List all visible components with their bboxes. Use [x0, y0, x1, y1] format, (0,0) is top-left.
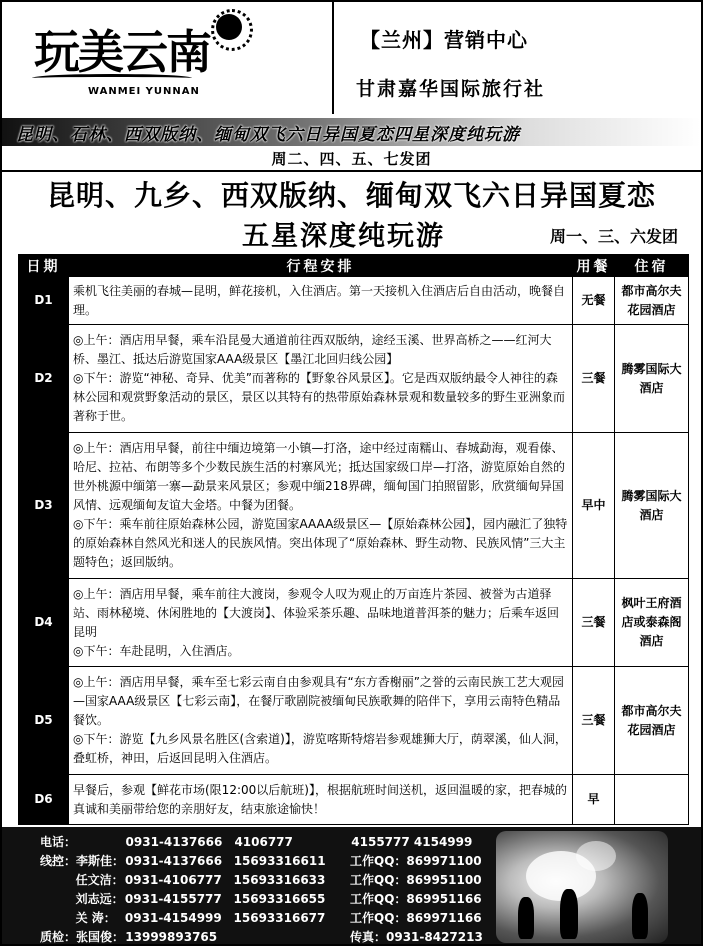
- contact-label: [40, 890, 74, 909]
- contact-mobile: [234, 928, 350, 946]
- table-row: [19, 667, 689, 775]
- header-day: 日期: [19, 255, 69, 277]
- person-figure: [632, 893, 648, 939]
- contact-row: [40, 909, 480, 928]
- main-departure: 周一、三、六发团: [550, 227, 679, 246]
- header-hotel: 住宿: [615, 255, 689, 277]
- contact-name: 任文洁：: [75, 873, 124, 887]
- table-row: [19, 277, 689, 325]
- contact-list: [40, 833, 483, 946]
- contact-label: [40, 871, 74, 890]
- schedule-line: ◎下午：乘车前往原始森林公园，游览国家AAAA级景区—【原始森林公园】，园内融汇了独特的原始森林自然风光和迷人的民族风情。突出体现了“原始森林、野生动物、民族风情”三大主题特色；返回版纳。: [73, 517, 568, 569]
- contact-name: 关 涛：: [75, 911, 116, 925]
- contact-extra: 4155777 4154999: [351, 835, 473, 849]
- schedule-cell: [69, 325, 573, 433]
- contact-mobile: 15693316633: [233, 873, 326, 887]
- logo-text: 玩美云南: [34, 25, 210, 79]
- table-row: [19, 433, 689, 579]
- contact-extra: 工作QQ：869971166: [350, 911, 482, 925]
- contact-phone: 0931-4154999: [124, 911, 222, 925]
- contact-row: [40, 852, 480, 871]
- contact-name: 张国俊：: [76, 930, 125, 944]
- schedule-line: ◎上午：酒店用早餐，乘车至七彩云南自由参观具有“东方香榭丽”之誉的云南民族工艺大观园—国家AAA级景区【七彩云南】，在餐厅歌剧院被缅甸民族歌舞的陪伴下，享用云南特色精品餐饮。: [73, 675, 564, 727]
- schedule-line: ◎上午：酒店用早餐，乘车沿昆曼大通道前往西双版纳，途经玉溪、世界高桥之——红河大桥、墨江、抵达后游览国家AAA级景区【墨江北回归线公园】: [73, 333, 552, 366]
- meal-cell: 早中: [573, 433, 615, 579]
- header-schedule: 行程安排: [69, 255, 573, 277]
- table-row: [19, 579, 689, 667]
- schedule-line: ◎上午：酒店用早餐，前往中缅边境第一小镇—打洛，途中经过南糯山、春城勐海，观看傣、哈尼、拉祜、布朗等多个少数民族生活的村寨风光；抵达国家级口岸—打洛，游览原始自然的世外桃源中缅第一寨—勐景来风景区；参观中缅218界碑，缅甸国门拍照留影，欣赏缅甸异国风情、远观缅甸友谊大金塔。中餐为团餐。: [73, 441, 566, 512]
- section-divider: [2, 170, 701, 172]
- day-cell: D2: [19, 325, 69, 433]
- water-festival-photo: [496, 831, 668, 943]
- contact-phone: 0931-4137666: [125, 835, 223, 849]
- company-office: 【兰州】营销中心: [360, 28, 528, 52]
- logo-swirl: [32, 74, 192, 82]
- hotel-cell: 枫叶王府酒店或泰森阁酒店: [615, 579, 689, 667]
- contact-name: [74, 833, 126, 852]
- contact-name: 李斯佳：: [76, 854, 125, 868]
- contact-mobile: 15693316611: [233, 854, 326, 868]
- water-splash: [576, 841, 616, 871]
- main-title-line2: 五星深度纯玩游: [242, 221, 445, 252]
- meal-cell: 三餐: [573, 325, 615, 433]
- contact-phone: 0931-4137666: [125, 854, 223, 868]
- schedule-line: ◎下午：车赴昆明，入住酒店。: [73, 643, 240, 658]
- header: [2, 2, 701, 114]
- contact-row: [40, 833, 480, 852]
- day-cell: D3: [19, 433, 69, 579]
- itinerary-table: [18, 254, 689, 825]
- company-name: 甘肃嘉华国际旅行社: [356, 78, 546, 100]
- hotel-cell: [615, 775, 689, 825]
- meal-cell: 三餐: [573, 579, 615, 667]
- schedule-cell: [69, 579, 573, 667]
- schedule-line: ◎下午：游览【九乡风景名胜区(含索道)】，游览喀斯特熔岩参观雄狮大厅，荫翠溪，仙人洞，叠虹桥，神田，后返回昆明入住酒店。: [73, 732, 567, 765]
- schedule-cell: [69, 667, 573, 775]
- day-cell: D4: [19, 579, 69, 667]
- schedule-cell: [69, 775, 573, 825]
- sun-icon: [216, 14, 242, 40]
- meal-cell: 无餐: [573, 277, 615, 325]
- main-title-line1: 昆明、九乡、西双版纳、缅甸双飞六日异国夏恋: [46, 179, 656, 212]
- contact-mobile: 15693316677: [233, 911, 326, 925]
- contact-phone: 0931-4155777: [124, 892, 222, 906]
- contact-row: [40, 890, 480, 909]
- hotel-cell: 都市高尔夫花园酒店: [615, 667, 689, 775]
- schedule-line: ◎下午：游览“神秘、奇异、优美”而著称的【野象谷风景区】。它是西双版纳最令人神往的森林公园和观赏野象活动的景区，景区以其特有的热带原始森林景观和数量较多的野生亚洲象而著称于世。: [73, 371, 566, 423]
- schedule-cell: [69, 433, 573, 579]
- person-figure: [560, 889, 578, 939]
- contact-row: [40, 871, 480, 890]
- tour-banner: [2, 118, 701, 146]
- banner-title: 昆明、石林、西双版纳、缅甸双飞六日异国夏恋四星深度纯玩游: [16, 125, 520, 145]
- meal-cell: 早: [573, 775, 615, 825]
- logo-subtitle: WANMEI YUNNAN: [88, 86, 200, 97]
- contact-label: 质检：: [40, 930, 77, 944]
- hotel-cell: 腾雾国际大酒店: [615, 433, 689, 579]
- table-header-row: [19, 255, 689, 277]
- person-figure: [518, 897, 534, 939]
- table-row: [19, 325, 689, 433]
- contact-mobile: 4106777: [234, 835, 293, 849]
- day-cell: D5: [19, 667, 69, 775]
- contact-extra: 工作QQ：869971100: [350, 854, 482, 868]
- schedule-line: ◎上午：酒店用早餐，乘车前往大渡岗，参观令人叹为观止的万亩连片茶园、被誉为古道驿站、雨林秘境、休闲胜地的【大渡岗】、体验采茶乐趣、品味地道普洱茶的魅力；后乘车返回昆明: [73, 586, 560, 639]
- hotel-cell: 腾雾国际大酒店: [615, 325, 689, 433]
- schedule-line: 早餐后，参观【鲜花市场(限12:00以后航班)】，根据航班时间送机，返回温暖的家，把春城的真诚和美丽带给您的亲朋好友，结束旅途愉快！: [73, 782, 567, 816]
- contact-label: [40, 909, 74, 928]
- logo: [30, 14, 270, 106]
- contact-name: 刘志远：: [75, 892, 124, 906]
- contact-phone: 0931-4106777: [124, 873, 222, 887]
- day-cell: D1: [19, 277, 69, 325]
- contact-row: [40, 928, 483, 946]
- contact-label: 电话：: [40, 835, 77, 849]
- day-cell: D6: [19, 775, 69, 825]
- table-row: [19, 775, 689, 825]
- header-meal: 用餐: [573, 255, 615, 277]
- schedule-cell: [69, 277, 573, 325]
- banner-departure: 周二、四、五、七发团: [271, 150, 432, 168]
- contact-label: 线控：: [40, 854, 77, 868]
- meal-cell: 三餐: [573, 667, 615, 775]
- contact-extra: 工作QQ：869951166: [350, 892, 482, 906]
- contact-footer: [2, 827, 701, 946]
- hotel-cell: 都市高尔夫花园酒店: [615, 277, 689, 325]
- header-divider: [332, 2, 334, 114]
- contact-phone: 13999893765: [125, 930, 218, 944]
- contact-extra: 传真：0931-8427213: [350, 930, 483, 944]
- schedule-line: 乘机飞往美丽的春城—昆明，鲜花接机，入住酒店。第一天接机入住酒店后自由活动，晚餐自理。: [73, 283, 566, 317]
- contact-extra: 工作QQ：869951100: [350, 873, 482, 887]
- contact-mobile: 15693316655: [233, 892, 326, 906]
